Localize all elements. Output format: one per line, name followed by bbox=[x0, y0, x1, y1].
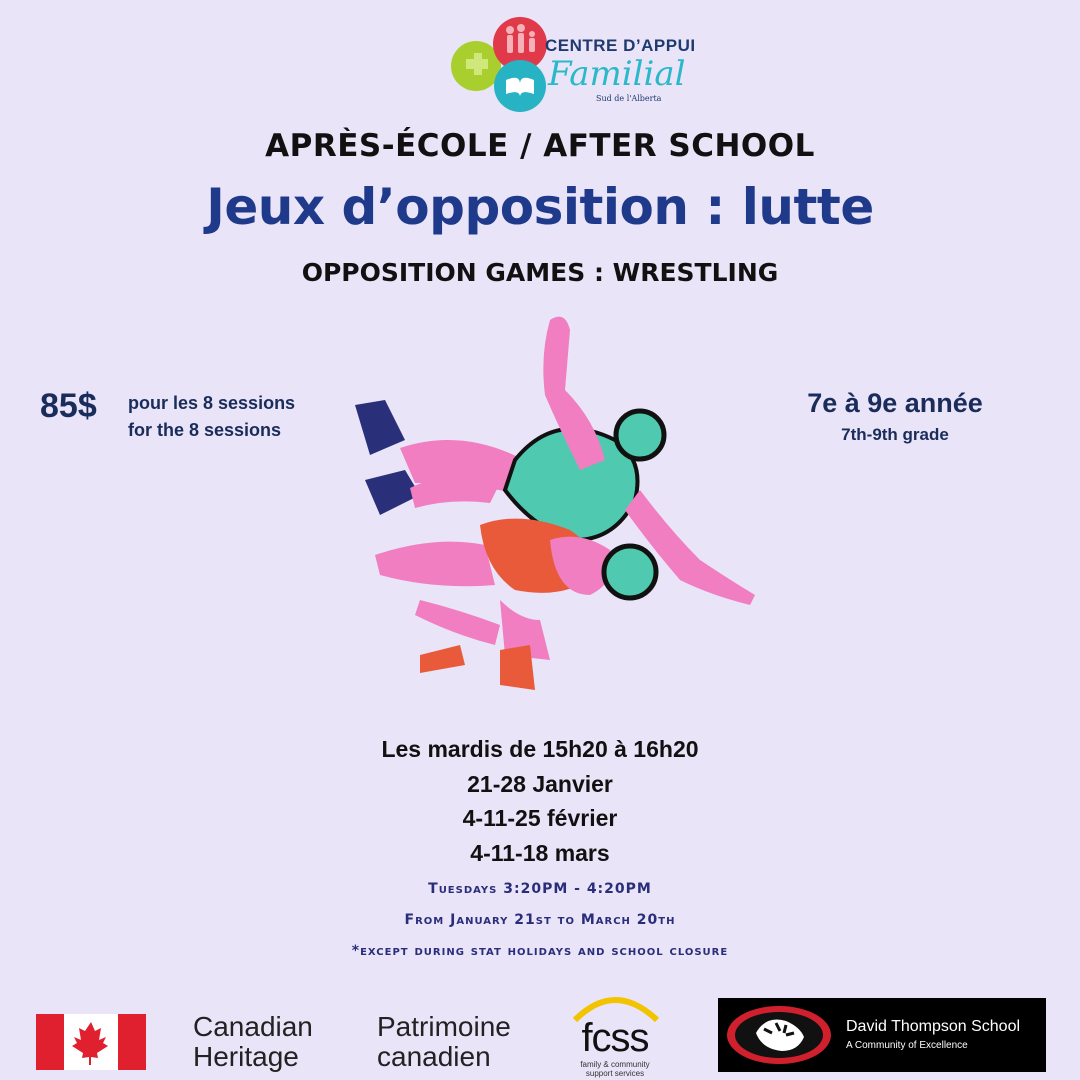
fcss-label: fcss bbox=[581, 1016, 649, 1060]
schedule-fr-line: 21-28 Janvier bbox=[467, 770, 613, 797]
schedule-en-line: From January 21st to March 20th bbox=[404, 912, 676, 928]
canadian-heritage-label bbox=[193, 1012, 313, 1072]
page-title: Jeux d’opposition : lutte bbox=[206, 178, 874, 236]
page-subtitle: OPPOSITION GAMES : WRESTLING bbox=[301, 258, 779, 287]
grade-info bbox=[780, 388, 1010, 445]
logo-line-1: CENTRE D’APPUI bbox=[545, 36, 696, 55]
schedule-en-line: Tuesdays 3:20PM - 4:20PM bbox=[428, 881, 652, 897]
tiger-emblem-icon bbox=[724, 1003, 834, 1067]
logo-line-3: Sud de l'Alberta bbox=[596, 94, 662, 103]
canada-flag-icon bbox=[36, 1014, 146, 1070]
schedule-fr-line: 4-11-25 février bbox=[462, 805, 618, 831]
heritage-fr-line: Patrimoine bbox=[377, 1011, 511, 1042]
wrestlers-illustration-icon bbox=[350, 310, 770, 710]
grade-fr: 7e à 9e année bbox=[807, 388, 983, 418]
heritage-en-line: Canadian bbox=[193, 1011, 313, 1042]
schedule-fr-line: 4-11-18 mars bbox=[470, 839, 610, 866]
price-note bbox=[128, 390, 295, 444]
heritage-en-line: Heritage bbox=[193, 1041, 299, 1072]
fcss-logo bbox=[565, 986, 665, 1076]
school-tagline: A Community of Excellence bbox=[846, 1040, 968, 1051]
schedule-en-line: *except during stat holidays and school closure bbox=[351, 943, 729, 959]
patrimoine-canadien-label bbox=[377, 1012, 511, 1072]
fcss-sub-line: support services bbox=[585, 1069, 645, 1078]
fcss-subtitle bbox=[565, 1060, 665, 1078]
program-kicker: APRÈS-ÉCOLE / AFTER SCHOOL bbox=[265, 128, 815, 164]
price-amount: 85$ bbox=[40, 387, 97, 425]
fcss-sub-line: family & community bbox=[580, 1060, 650, 1069]
centre-appui-logo bbox=[448, 14, 698, 114]
schedule-en bbox=[0, 874, 1080, 967]
schedule-fr-line: Les mardis de 15h20 à 16h20 bbox=[381, 736, 699, 762]
price-note-en: for the 8 sessions bbox=[128, 420, 282, 440]
logo-mark-icon bbox=[448, 14, 548, 114]
heritage-fr-line: canadien bbox=[377, 1041, 491, 1072]
grade-en: 7th-9th grade bbox=[841, 425, 949, 444]
schedule-fr bbox=[0, 732, 1080, 870]
school-name: David Thompson School bbox=[846, 1018, 1021, 1035]
price-note-fr: pour les 8 sessions bbox=[128, 393, 296, 413]
logo-line-2: Familial bbox=[548, 54, 686, 94]
david-thompson-school-logo bbox=[718, 998, 1046, 1072]
